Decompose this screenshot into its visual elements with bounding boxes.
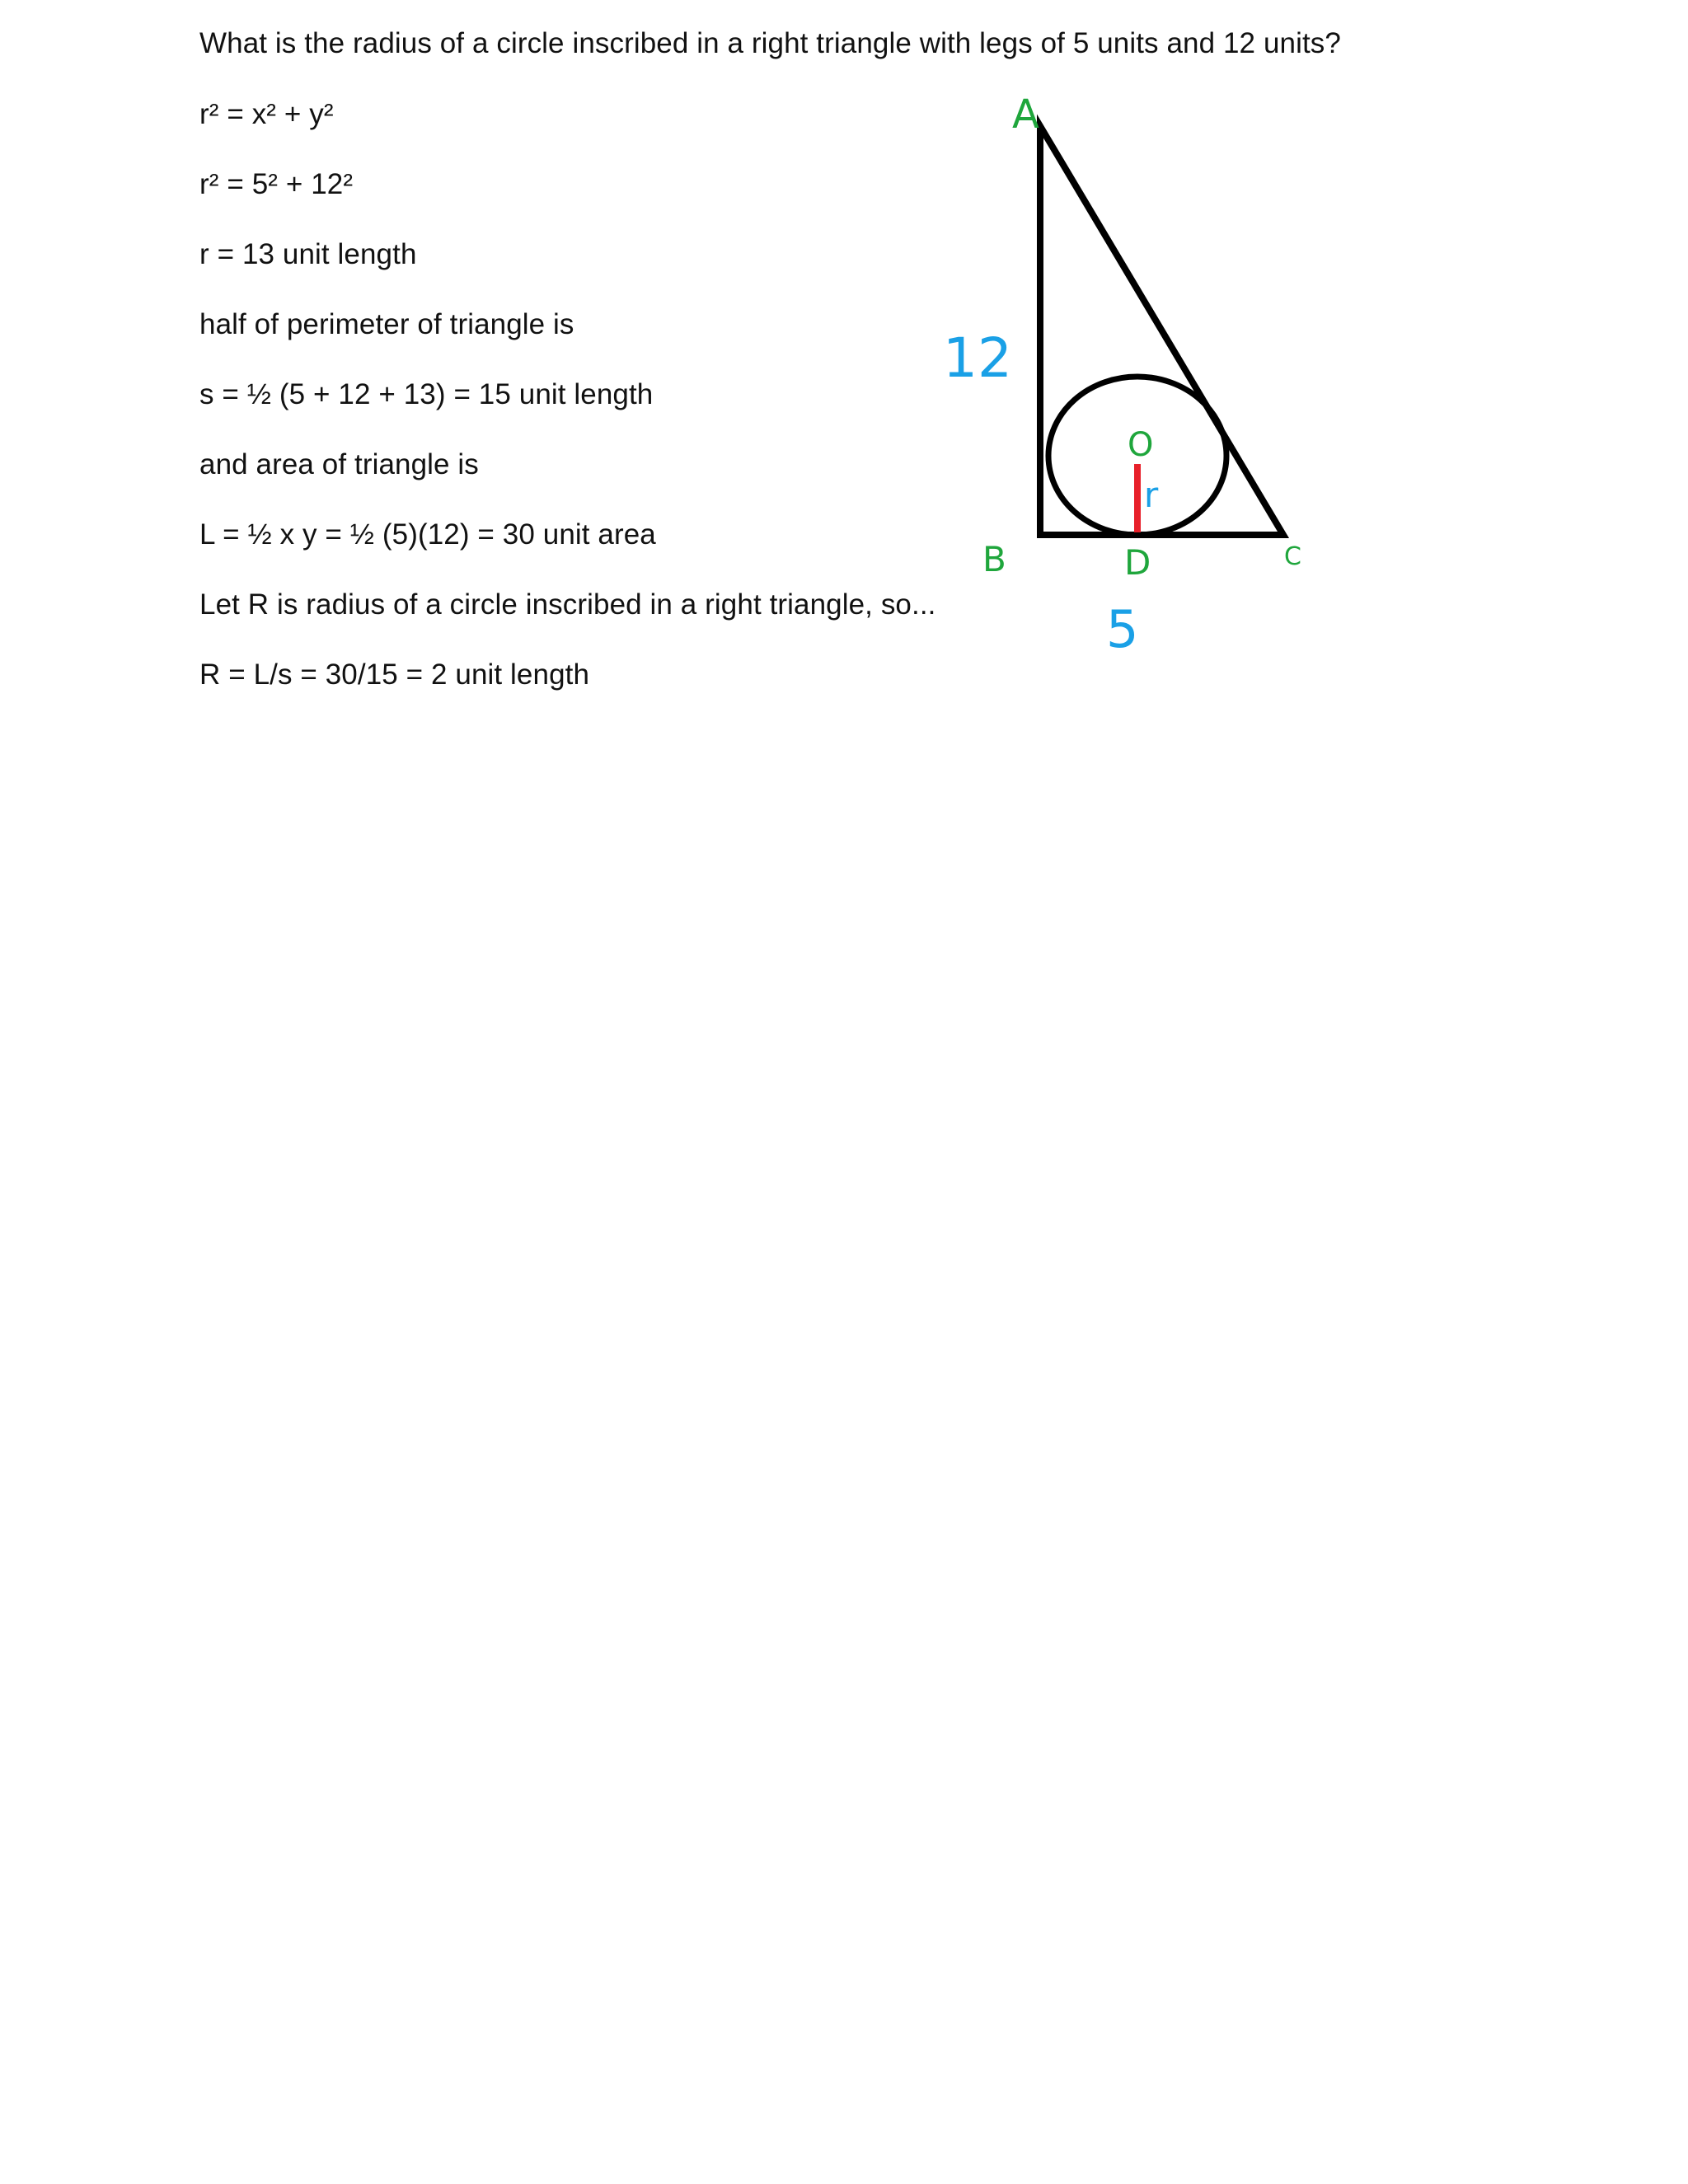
solution-line-7: L = ½ x y = ½ (5)(12) = 30 unit area	[199, 518, 656, 551]
question-text: What is the radius of a circle inscribed in a right triangle with legs of 5 units and 12 units?	[199, 27, 1341, 59]
triangle-diagram	[923, 78, 1352, 672]
label-leg-5: 5	[1106, 599, 1139, 659]
triangle-figure	[923, 78, 1352, 672]
solution-line-5: s = ½ (5 + 12 + 13) = 15 unit length	[199, 378, 654, 410]
label-leg-12: 12	[943, 326, 1012, 390]
label-point-d: D	[1124, 542, 1151, 583]
label-vertex-a: A	[1012, 91, 1039, 138]
solution-line-9: R = L/s = 30/15 = 2 unit length	[199, 658, 590, 691]
label-vertex-c: C	[1284, 542, 1301, 571]
solution-line-6: and area of triangle is	[199, 448, 479, 480]
solution-line-1: r² = x² + y²	[199, 98, 334, 130]
right-triangle	[1040, 126, 1283, 535]
label-center-o: O	[1128, 426, 1154, 464]
label-vertex-b: B	[982, 539, 1006, 579]
label-radius-r: r	[1144, 475, 1159, 515]
solution-line-2: r² = 5² + 12²	[199, 168, 354, 200]
solution-line-8: Let R is radius of a circle inscribed in a right triangle, so...	[199, 588, 936, 621]
solution-line-3: r = 13 unit length	[199, 238, 417, 270]
solution-line-4: half of perimeter of triangle is	[199, 308, 574, 340]
